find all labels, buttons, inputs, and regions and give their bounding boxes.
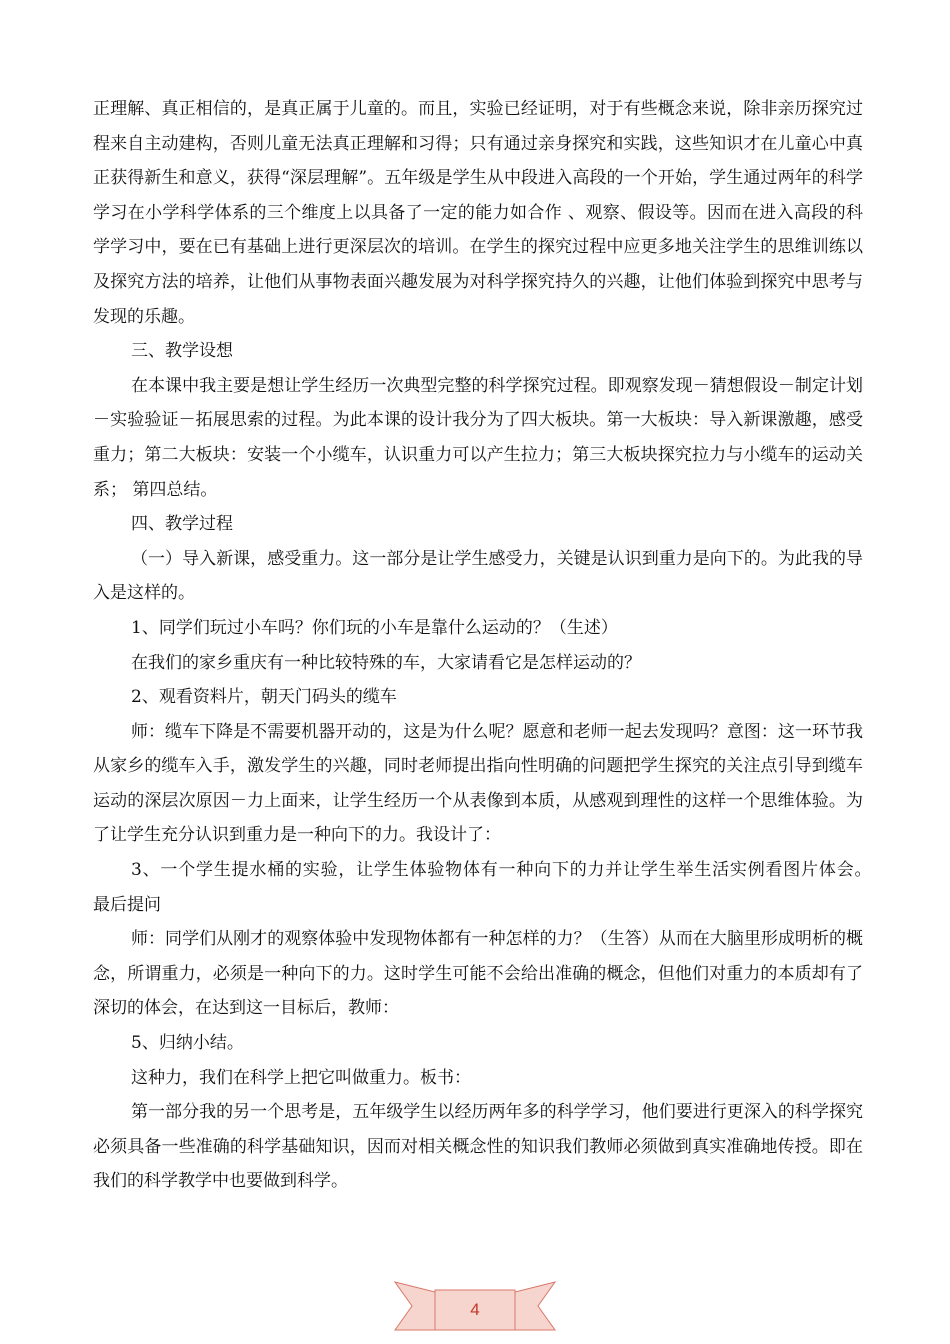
page-number: 4 [470, 1300, 480, 1319]
paragraph-10: 5、归纳小结。 [131, 1033, 244, 1054]
document-body [93, 92, 886, 1199]
ribbon-left-tail [395, 1282, 435, 1330]
heading-teaching-concept: 三、教学设想 [131, 341, 233, 362]
paragraph-2: 在本课中我主要是想让学生经历一次典型完整的科学探究过程。即观察发现－猜想假设－制定计划－实验验证－拓展思索的过程。为此本课的设计我分为了四大板块。第一大板块：导入新课激趣，感受重力；第二大板块：安装一个小缆车，认识重力可以产生拉力；第三大板块探究拉力与小缆车的运动关系； 第四总结。 [93, 375, 863, 500]
heading-teaching-process: 四、教学过程 [131, 514, 233, 535]
paragraph-9: 师：同学们从刚才的观察体验中发现物体都有一种怎样的力？（生答）从而在大脑里形成明析的概念，所谓重力，必须是一种向下的力。这时学生可能不会给出准确的概念，但他们对重力的本质却有了深切的体会，在达到这一目标后，教师： [93, 929, 863, 1019]
paragraph-5: 在我们的家乡重庆有一种比较特殊的车，大家请看它是怎样运动的？ [131, 652, 641, 673]
paragraph-11: 这种力，我们在科学上把它叫做重力。板书： [131, 1067, 471, 1088]
page-footer [0, 1270, 950, 1340]
paragraph-8: 3、一个学生提水桶的实验，让学生体验物体有一种向下的力并让学生举生活实例看图片体会。 最后提问 [93, 860, 886, 915]
paragraph-7: 师：缆车下降是不需要机器开动的，这是为什么呢？愿意和老师一起去发现吗？意图：这一环节我从家乡的缆车入手，激发学生的兴趣，同时老师提出指向性明确的问题把学生探究的关注点引导到缆车运动的深层次原因－力上面来，让学生经历一个从表像到本质，从感观到理性的这样一个思维体验。为了让学生充分认识到重力是一种向下的力。我设计了： [93, 721, 863, 846]
paragraph-3: （一）导入新课，感受重力。这一部分是让学生感受力，关键是认识到重力是向下的。为此我的导入是这样的。 [93, 548, 863, 604]
paragraph-6: 2、观看资料片，朝天门码头的缆车 [131, 687, 397, 708]
paragraph-12: 第一部分我的另一个思考是，五年级学生以经历两年多的科学学习，他们要进行更深入的科学探究必须具备一些准确的科学基础知识，因而对相关概念性的知识我们教师必须做到真实准确地传授。即在我们的科学教学中也要做到科学。 [93, 1102, 863, 1192]
paragraph-1: 正理解、真正相信的，是真正属于儿童的。而且，实验已经证明，对于有些概念来说，除非亲历探究过程来自主动建构，否则儿童无法真正理解和习得；只有通过亲身探究和实践，这些知识才在儿童心中真正获得新生和意义，获得“深层理解”。五年级是学生从中段进入高段的一个开始，学生通过两年的科学学习在小学科学体系的三个维度上以具备了一定的能力如合作 、观察、假设等。因而在进入高段的科学学习中，要在已有基础上进行更深层次的培训。在学生的探究过程中应更多地关注学生的思维训练以及探究方法的培养，让他们从事物表面兴趣发展为对科学探究持久的兴趣，让他们体验到探究中思考与发现的乐趣。 [93, 99, 863, 327]
paragraph-4: 1、同学们玩过小车吗？你们玩的小车是靠什么运动的？（生述） [131, 617, 618, 638]
ribbon-right-tail [515, 1282, 555, 1330]
